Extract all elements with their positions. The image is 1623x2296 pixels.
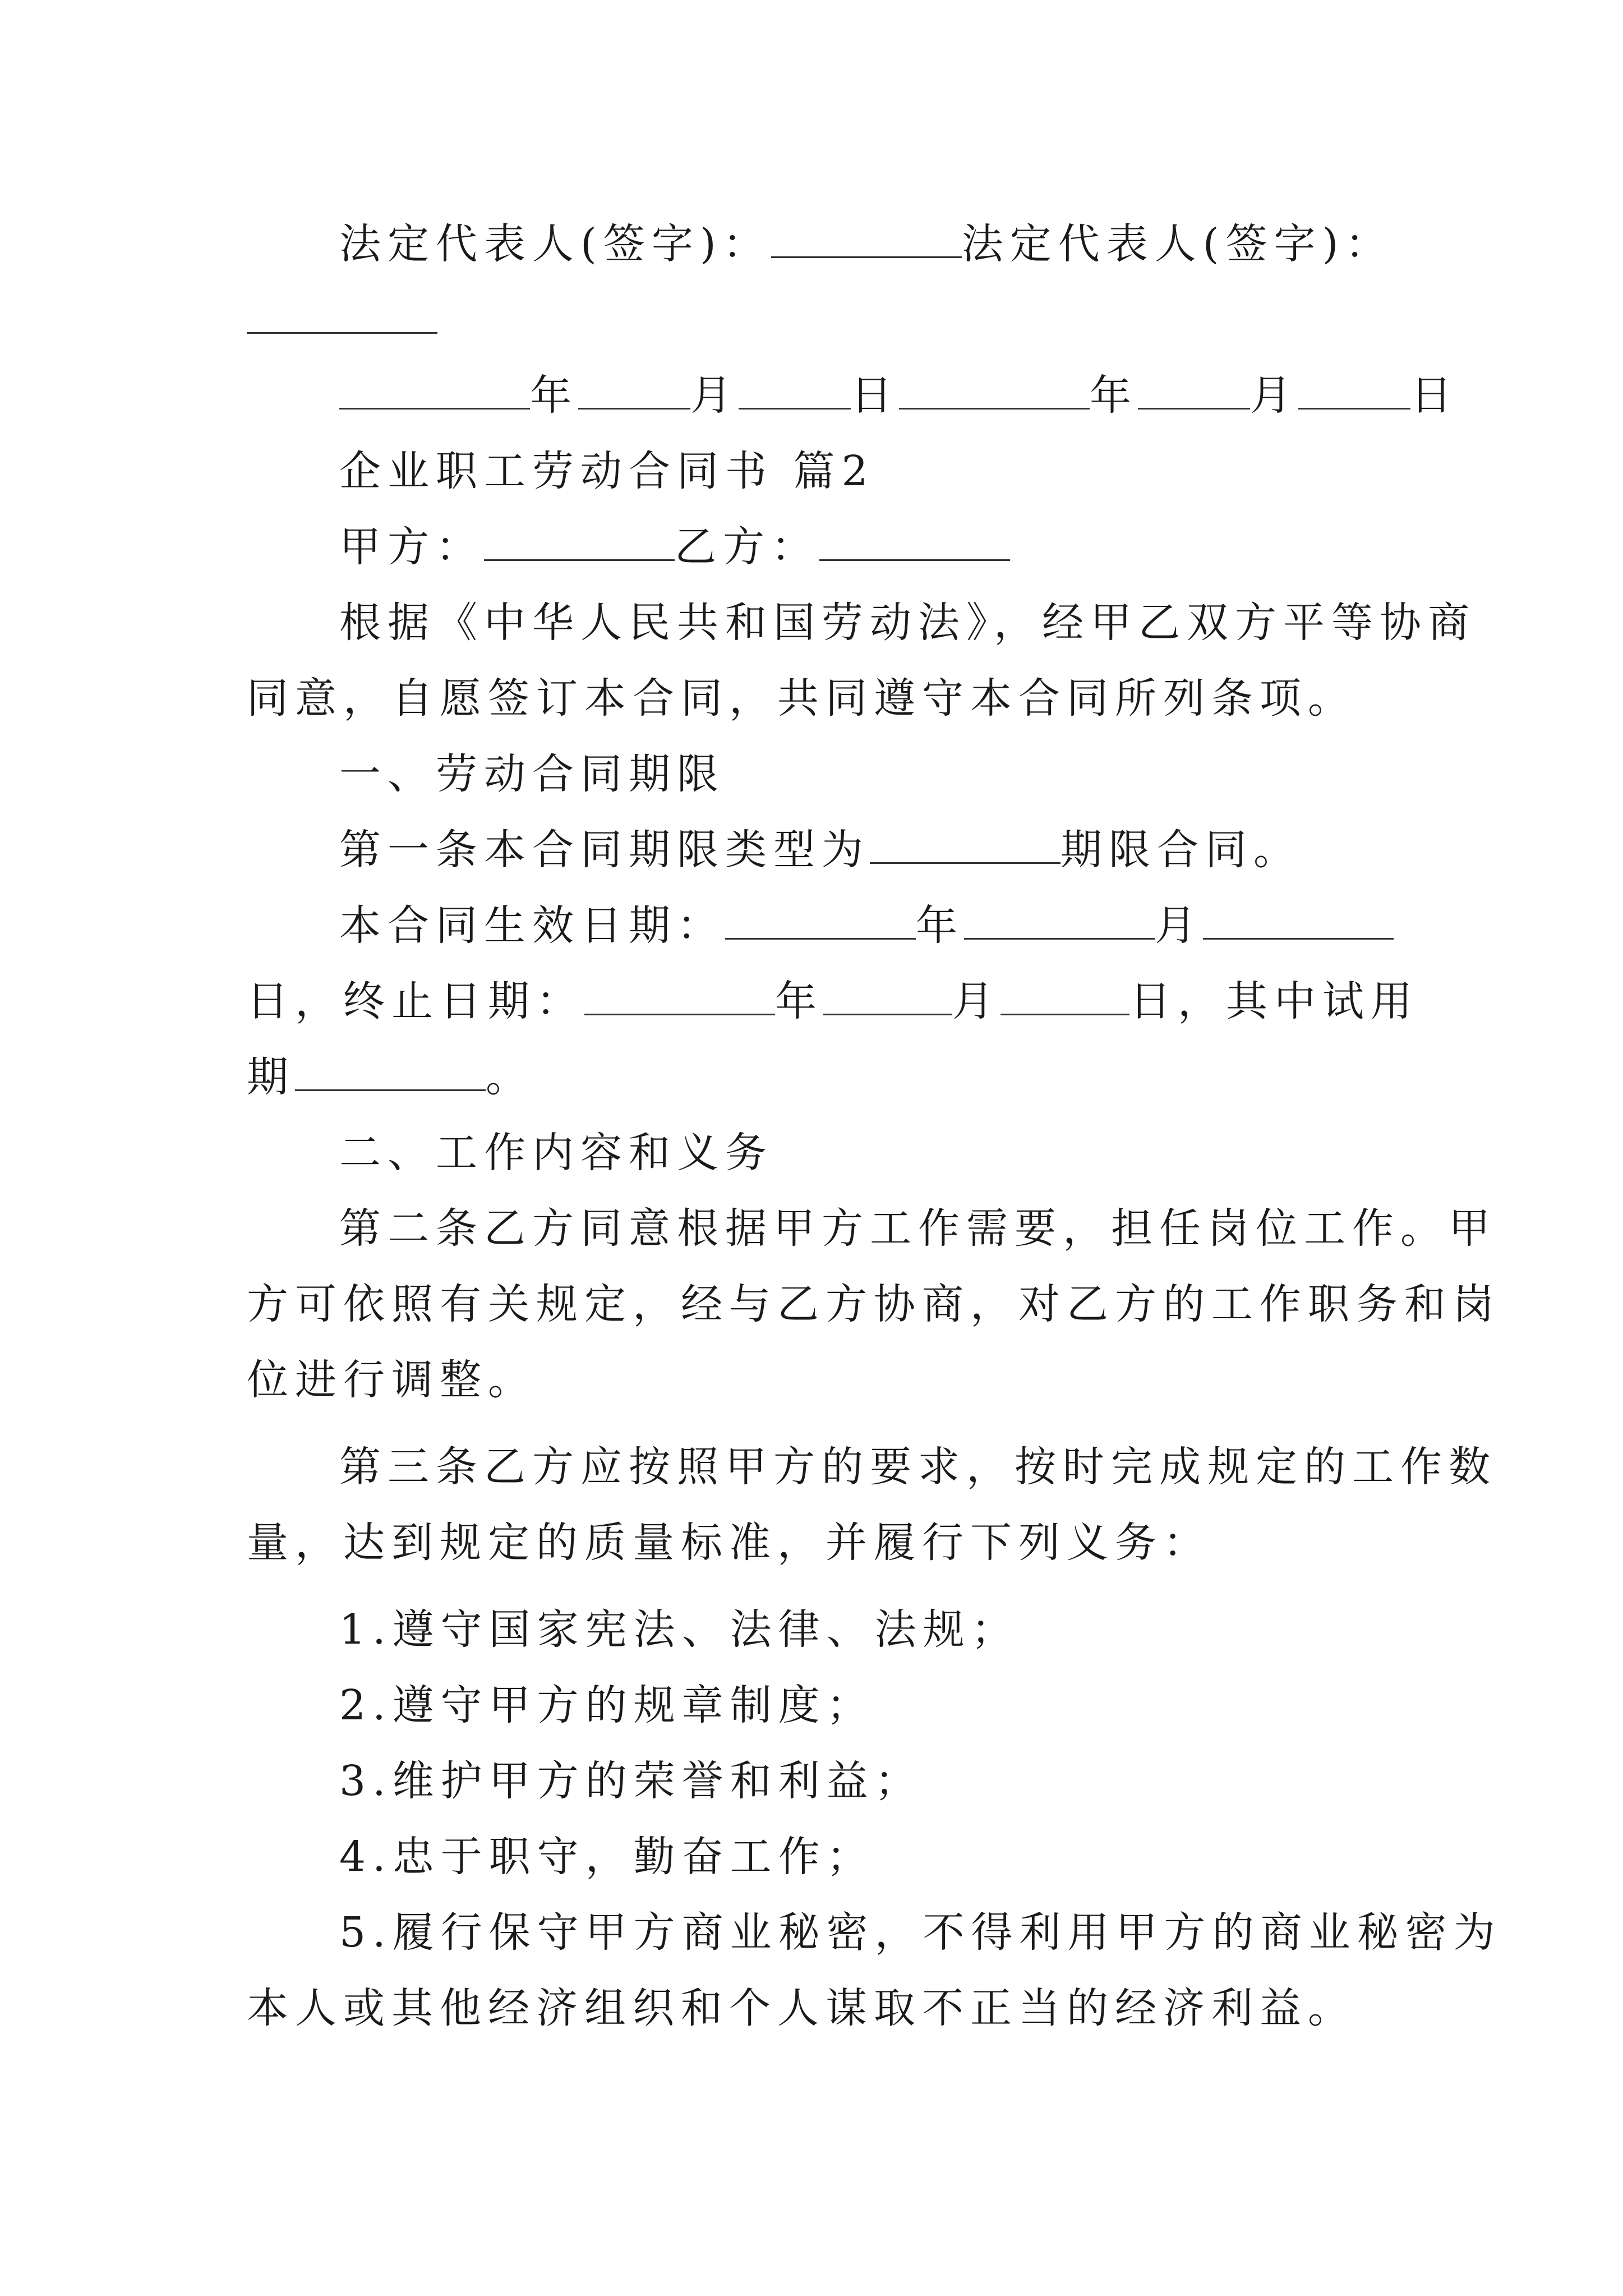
termination-month-blank <box>823 979 952 1015</box>
article-1 <box>339 822 1382 878</box>
trial-period-suffix: 期 <box>247 1053 295 1101</box>
trial-period-line <box>247 1049 1380 1105</box>
termination-day-blank <box>1000 979 1129 1015</box>
termination-date-line <box>247 973 1419 1029</box>
termination-month-label: 月 <box>952 977 1000 1025</box>
article-2-line-3: 位进行调整。 <box>247 1356 536 1404</box>
section-title: 企业职工劳动合同书 篇2 <box>339 447 875 495</box>
duty-item: 2.遵守甲方的规章制度； <box>339 1681 875 1729</box>
left-day-blank <box>739 373 851 409</box>
right-signature-label: 法定代表人(签字)： <box>961 220 1394 268</box>
article-2-line-2: 方可依照有关规定，经与乙方协商，对乙方的工作职务和岗 <box>247 1280 1501 1328</box>
heading-work-content: 二、工作内容和义务 <box>339 1129 773 1177</box>
termination-year-label: 年 <box>775 977 823 1025</box>
right-day-blank <box>1298 373 1410 409</box>
left-month-label: 月 <box>690 371 739 420</box>
left-year-label: 年 <box>530 371 578 420</box>
article-3-line-2: 量，达到规定的质量标准，并履行下列义务： <box>247 1519 1211 1567</box>
left-month-blank <box>578 373 690 409</box>
party-b-blank <box>819 524 1010 561</box>
parties-line <box>339 519 1382 575</box>
right-month-label: 月 <box>1250 371 1298 420</box>
effective-year-blank <box>725 903 916 940</box>
party-a-blank <box>484 524 675 561</box>
termination-year-blank <box>584 979 775 1015</box>
duty-item: 1.遵守国家宪法、法律、法规； <box>339 1605 1020 1654</box>
effective-year-label: 年 <box>916 901 964 950</box>
left-signature-label: 法定代表人(签字)： <box>339 220 771 268</box>
trial-period-blank <box>295 1055 486 1091</box>
intro-line-2: 同意，自愿签订本合同，共同遵守本合同所列条项。 <box>247 674 1356 723</box>
effective-day-blank <box>1203 903 1394 940</box>
right-year-label: 年 <box>1090 371 1138 420</box>
party-b-label: 乙方： <box>675 523 819 571</box>
effective-date-line <box>339 898 1382 954</box>
effective-date-label: 本合同生效日期： <box>339 901 725 950</box>
termination-date-label: 日，终止日期： <box>247 977 584 1025</box>
duty-item-continuation: 本人或其他经济组织和个人谋取不正当的经济利益。 <box>247 1984 1356 2032</box>
heading-contract-term: 一、劳动合同期限 <box>339 750 725 798</box>
article-1-text: 第一条本合同期限类型为 <box>339 826 870 874</box>
signature-line <box>339 216 1394 272</box>
article-1-suffix: 期限合同。 <box>1061 826 1302 874</box>
right-month-blank <box>1138 373 1250 409</box>
effective-month-blank <box>964 903 1155 940</box>
duty-item: 4.忠于职守，勤奋工作； <box>339 1833 875 1881</box>
right-signature-blank <box>247 297 437 334</box>
party-a-label: 甲方： <box>339 523 484 571</box>
date-line <box>339 367 1459 424</box>
article-3-line-1: 第三条乙方应按照甲方的要求，按时完成规定的工作数 <box>339 1443 1497 1491</box>
duty-item: 3.维护甲方的荣誉和利益； <box>339 1757 923 1805</box>
article-2-line-1: 第二条乙方同意根据甲方工作需要，担任岗位工作。甲 <box>339 1204 1497 1253</box>
right-day-label: 日 <box>1410 371 1459 420</box>
left-signature-blank <box>771 222 962 258</box>
right-year-blank <box>899 373 1090 409</box>
trial-period-label: 日，其中试用 <box>1129 977 1419 1025</box>
duty-item: 5.履行保守甲方商业秘密，不得利用甲方的商业秘密为 <box>339 1908 1502 1957</box>
left-year-blank <box>339 373 530 409</box>
signature-continuation <box>247 292 1380 348</box>
left-day-label: 日 <box>851 371 899 420</box>
term-type-blank <box>870 827 1061 864</box>
intro-line-1: 根据《中华人民共和国劳动法》，经甲乙双方平等协商 <box>339 599 1476 647</box>
effective-month-label: 月 <box>1155 901 1203 950</box>
trial-period-end: 。 <box>486 1053 534 1101</box>
